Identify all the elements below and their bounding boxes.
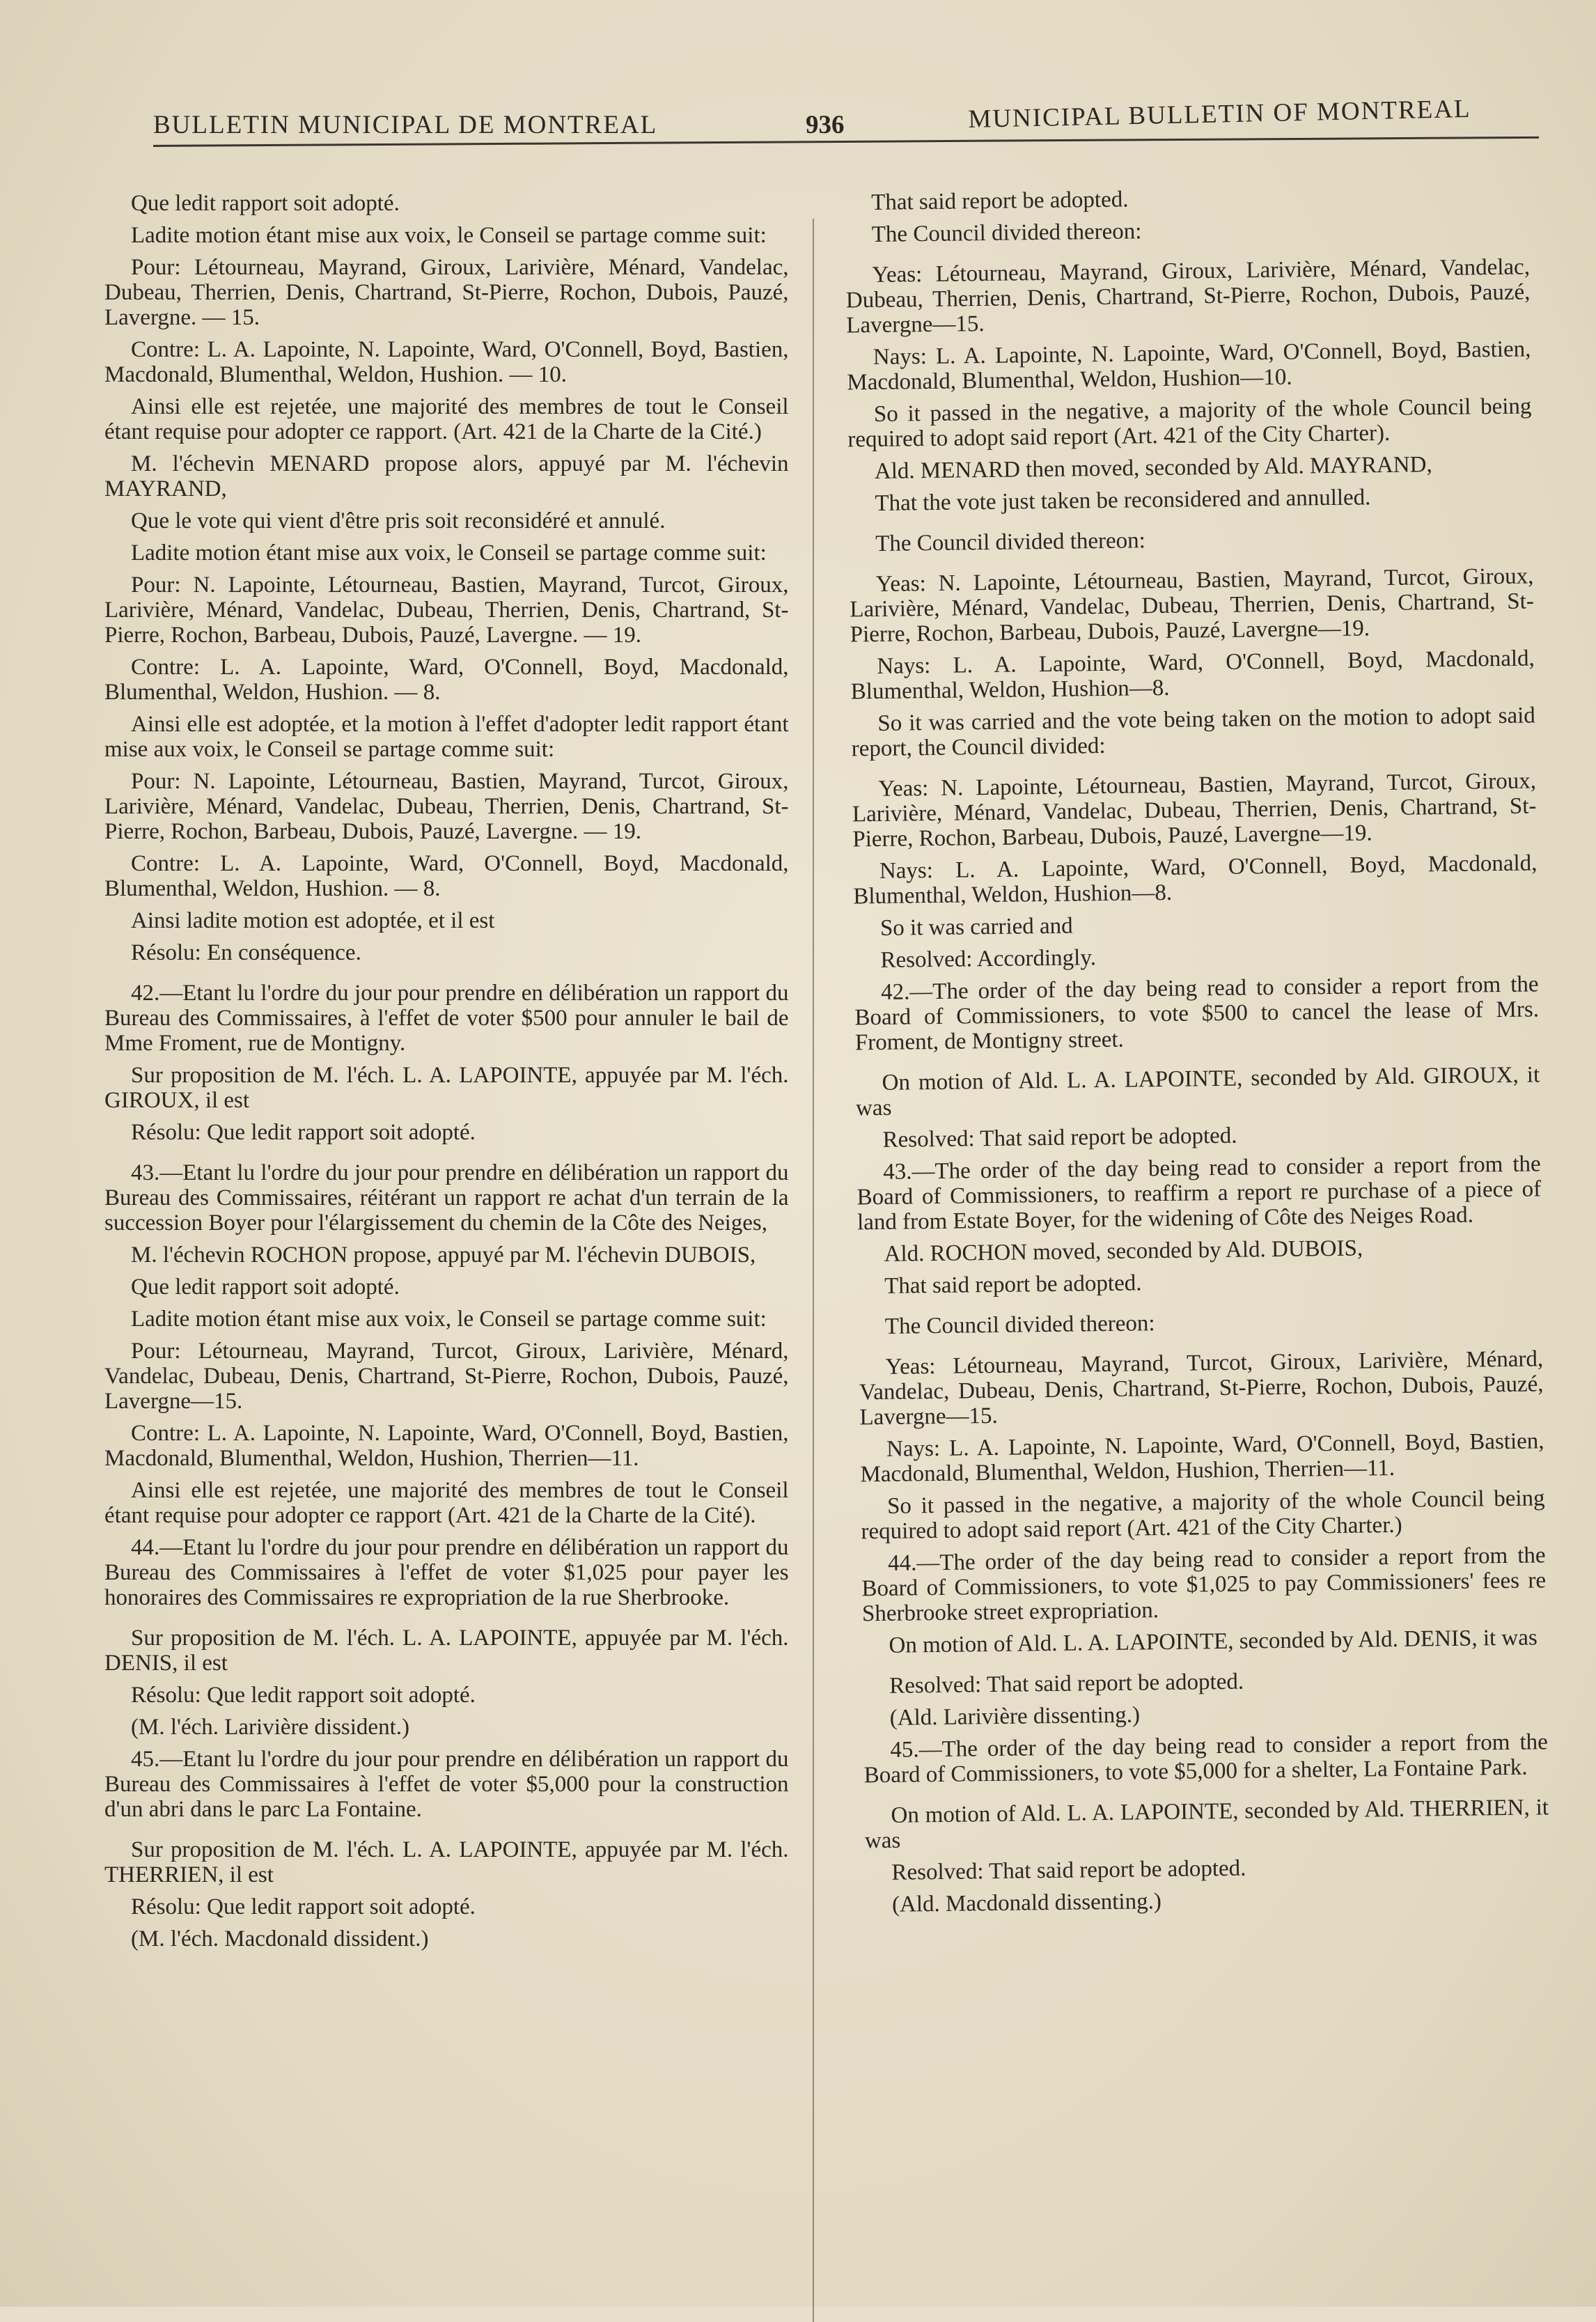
- paragraph: Résolu: Que ledit rapport soit adopté.: [131, 1683, 476, 1708]
- paragraph: The Council divided thereon:: [875, 528, 1146, 556]
- column-divider: [813, 219, 815, 2322]
- paragraph: On motion of Ald. L. A. LAPOINTE, seconded by Ald. GIROUX, it was: [856, 1062, 1540, 1121]
- paragraph: On motion of Ald. L. A. LAPOINTE, seconded by Ald. THERRIEN, it was: [865, 1795, 1549, 1854]
- header-english-title: MUNICIPAL BULLETIN OF MONTREAL: [968, 94, 1471, 134]
- paragraph: Ainsi ladite motion est adoptée, et il est: [131, 908, 495, 933]
- paragraph: That the vote just taken be reconsidered and annulled.: [875, 485, 1372, 516]
- paragraph: So it was carried and the vote being taken on the motion to adopt said report, the Council divided:: [852, 703, 1536, 762]
- paragraph: Que le vote qui vient d'être pris soit reconsidéré et annulé.: [131, 508, 666, 533]
- paragraph: On motion of Ald. L. A. LAPOINTE, seconded by Ald. DENIS, it was: [889, 1625, 1538, 1658]
- paragraph: Ald. ROCHON moved, seconded by Ald. DUBOIS,: [884, 1236, 1363, 1267]
- paragraph: 43.—The order of the day being read to consider a report from the Board of Commissioners, to reaffirm a report re purchase of a piece of land from Estate Boyer, for the widening of Côte des Neiges Road.: [856, 1151, 1542, 1236]
- french-column: [104, 191, 813, 2322]
- paragraph: Ladite motion étant mise aux voix, le Conseil se partage comme suit:: [131, 540, 767, 566]
- paragraph: 45.—Etant lu l'ordre du jour pour prendre en délibération un rapport du Bureau des Commissaires à l'effet de voter $5,000 pour la construction d'un abri dans le parc La Fontaine.: [104, 1747, 789, 1822]
- paragraph: Nays: L. A. Lapointe, Ward, O'Connell, Boyd, Macdonald, Blumenthal, Weldon, Hushion—8.: [851, 646, 1535, 705]
- running-header: [104, 0, 1529, 164]
- paragraph: Contre: L. A. Lapointe, N. Lapointe, Ward, O'Connell, Boyd, Bastien, Macdonald, Blumenthal, Weldon, Hushion. — 10.: [104, 337, 789, 387]
- paragraph: (M. l'éch. Larivière dissident.): [131, 1715, 409, 1740]
- paragraph: Sur proposition de M. l'éch. L. A. LAPOINTE, appuyée par M. l'éch. DENIS, il est: [104, 1626, 789, 1676]
- paragraph: 42.—Etant lu l'ordre du jour pour prendre en délibération un rapport du Bureau des Commissaires, à l'effet de voter $500 pour annuler le bail de Mme Froment, rue de Montigny.: [104, 981, 789, 1056]
- paragraph: 44.—Etant lu l'ordre du jour pour prendre en délibération un rapport du Bureau des Commissaires à l'effet de voter $1,025 pour payer les honoraires des Commissaires re expropriation de la rue Sherbrooke.: [104, 1535, 789, 1610]
- paragraph: Ladite motion étant mise aux voix, le Conseil se partage comme suit:: [131, 223, 767, 248]
- paragraph: Que ledit rapport soit adopté.: [131, 1275, 400, 1300]
- paragraph: Nays: L. A. Lapointe, Ward, O'Connell, Boyd, Macdonald, Blumenthal, Weldon, Hushion—8.: [853, 850, 1538, 910]
- paragraph: Nays: L. A. Lapointe, N. Lapointe, Ward, O'Connell, Boyd, Bastien, Macdonald, Blumenthal, Weldon, Hushion—10.: [847, 336, 1532, 396]
- paragraph: The Council divided thereon:: [872, 219, 1143, 247]
- paragraph: Ald. MENARD then moved, seconded by Ald. MAYRAND,: [875, 452, 1433, 484]
- paragraph: Nays: L. A. Lapointe, N. Lapointe, Ward, O'Connell, Boyd, Bastien, Macdonald, Blumenthal, Weldon, Hushion, Therrien—11.: [860, 1428, 1545, 1488]
- paragraph: Ladite motion étant mise aux voix, le Conseil se partage comme suit:: [131, 1307, 767, 1332]
- paragraph: Yeas: N. Lapointe, Létourneau, Bastien, Mayrand, Turcot, Giroux, Larivière, Ménard, Vandelac, Dubeau, Therrien, Denis, Chartrand, St-Pierre, Rochon, Barbeau, Dubois, Pauzé, Lavergne—19.: [850, 563, 1535, 648]
- paragraph: (M. l'éch. Macdonald dissident.): [131, 1926, 429, 1951]
- paragraph: (Ald. Larivière dissenting.): [890, 1702, 1141, 1731]
- two-column-body: [104, 187, 1549, 2322]
- paragraph: Sur proposition de M. l'éch. L. A. LAPOINTE, appuyée par M. l'éch. THERRIEN, il est: [104, 1837, 789, 1887]
- paragraph: Contre: L. A. Lapointe, Ward, O'Connell, Boyd, Macdonald, Blumenthal, Weldon, Hushion. — 8.: [104, 655, 789, 705]
- paragraph: Pour: N. Lapointe, Létourneau, Bastien, Mayrand, Turcot, Giroux, Larivière, Ménard, Vandelac, Dubeau, Therrien, Denis, Chartrand, St-Pierre, Rochon, Barbeau, Dubois, Pauzé, Lavergne. — 19.: [104, 769, 789, 844]
- paragraph: That said report be adopted.: [884, 1270, 1143, 1299]
- paragraph: So it was carried and: [880, 913, 1074, 941]
- paragraph: Yeas: Létourneau, Mayrand, Giroux, Larivière, Ménard, Vandelac, Dubeau, Therrien, Denis, Chartrand, St-Pierre, Rochon, Dubois, Pauzé, Lavergne—15.: [846, 254, 1531, 338]
- paragraph: So it passed in the negative, a majority of the whole Council being required to adopt said report (Art. 421 of the City Charter.): [861, 1486, 1546, 1545]
- paragraph: M. l'échevin ROCHON propose, appuyé par M. l'échevin DUBOIS,: [131, 1242, 756, 1268]
- paragraph: Que ledit rapport soit adopté.: [131, 191, 400, 216]
- paragraph: M. l'échevin MENARD propose alors, appuyé par M. l'échevin MAYRAND,: [104, 451, 789, 501]
- paragraph: Ainsi elle est rejetée, une majorité des membres de tout le Conseil étant requise pour adopter ce rapport. (Art. 421 de la Charte de la Cité.): [104, 394, 789, 444]
- paragraph: Yeas: Létourneau, Mayrand, Turcot, Giroux, Larivière, Ménard, Vandelac, Dubeau, Denis, Chartrand, St-Pierre, Rochon, Dubois, Pauzé, Lavergne—15.: [859, 1346, 1544, 1431]
- paragraph: Pour: N. Lapointe, Létourneau, Bastien, Mayrand, Turcot, Giroux, Larivière, Ménard, Vandelac, Dubeau, Therrien, Denis, Chartrand, St-Pierre, Rochon, Barbeau, Dubois, Pauzé, Lavergne. — 19.: [104, 572, 789, 648]
- english-column: [814, 182, 1555, 2321]
- paragraph: Résolu: Que ledit rapport soit adopté.: [131, 1120, 476, 1145]
- page-number: 936: [806, 111, 845, 139]
- paragraph: Pour: Létourneau, Mayrand, Turcot, Giroux, Larivière, Ménard, Vandelac, Dubeau, Denis, Chartrand, St-Pierre, Rochon, Dubois, Pauzé, Lavergne—15.: [104, 1339, 789, 1414]
- paragraph: Yeas: N. Lapointe, Létourneau, Bastien, Mayrand, Turcot, Giroux, Larivière, Ménard, Vandelac, Dubeau, Therrien, Denis, Chartrand, St-Pierre, Rochon, Barbeau, Dubois, Pauzé, Lavergne—19.: [852, 768, 1538, 852]
- paragraph: (Ald. Macdonald dissenting.): [892, 1889, 1162, 1917]
- paragraph: So it passed in the negative, a majority of the whole Council being required to adopt said report (Art. 421 of the City Charter).: [847, 394, 1533, 453]
- paragraph: Ainsi elle est adoptée, et la motion à l'effet d'adopter ledit rapport étant mise aux voix, le Conseil se partage comme suit:: [104, 712, 789, 762]
- paragraph: Résolu: En conséquence.: [131, 940, 361, 965]
- paragraph: Résolu: Que ledit rapport soit adopté.: [131, 1894, 476, 1919]
- paragraph: 42.—The order of the day being read to consider a report from the Board of Commissioners, to vote $500 to cancel the lease of Mrs. Froment, de Montigny street.: [854, 972, 1540, 1056]
- paragraph: Resolved: That said report be adopted.: [889, 1669, 1244, 1699]
- paragraph: 43.—Etant lu l'ordre du jour pour prendre en délibération un rapport du Bureau des Commissaires, réitérant un rapport re achat d'un terrain de la succession Boyer pour l'élargissement du chemin de la Côte des Neiges,: [104, 1160, 789, 1236]
- paragraph: Contre: L. A. Lapointe, N. Lapointe, Ward, O'Connell, Boyd, Bastien, Macdonald, Blumenthal, Weldon, Hushion, Therrien—11.: [104, 1421, 789, 1471]
- paragraph: Contre: L. A. Lapointe, Ward, O'Connell, Boyd, Macdonald, Blumenthal, Weldon, Hushion. — 8.: [104, 851, 789, 901]
- paragraph: Ainsi elle est rejetée, une majorité des membres de tout le Conseil étant requise pour adopter ce rapport (Art. 421 de la Charte de la Cité).: [104, 1478, 789, 1528]
- paragraph: Resolved: Accordingly.: [880, 945, 1097, 973]
- paragraph: Sur proposition de M. l'éch. L. A. LAPOINTE, appuyée par M. l'éch. GIROUX, il est: [104, 1063, 789, 1113]
- paragraph: That said report be adopted.: [871, 187, 1129, 215]
- paragraph: Resolved: That said report be adopted.: [882, 1123, 1238, 1153]
- paragraph: 45.—The order of the day being read to consider a report from the Board of Commissioners, to vote $5,000 for a shelter, La Fontaine Park.: [864, 1729, 1549, 1789]
- header-french-title: BULLETIN MUNICIPAL DE MONTREAL: [153, 111, 658, 139]
- paragraph: The Council divided thereon:: [885, 1311, 1156, 1339]
- paragraph: Pour: Létourneau, Mayrand, Giroux, Larivière, Ménard, Vandelac, Dubeau, Therrien, Denis, Chartrand, St-Pierre, Rochon, Dubois, Pauzé, Lavergne. — 15.: [104, 255, 789, 330]
- paragraph: 44.—The order of the day being read to consider a report from the Board of Commissioners, to vote $1,025 to pay Commissioners' fees re Sherbrooke street expropriation.: [861, 1543, 1547, 1627]
- paragraph: Resolved: That said report be adopted.: [891, 1855, 1247, 1885]
